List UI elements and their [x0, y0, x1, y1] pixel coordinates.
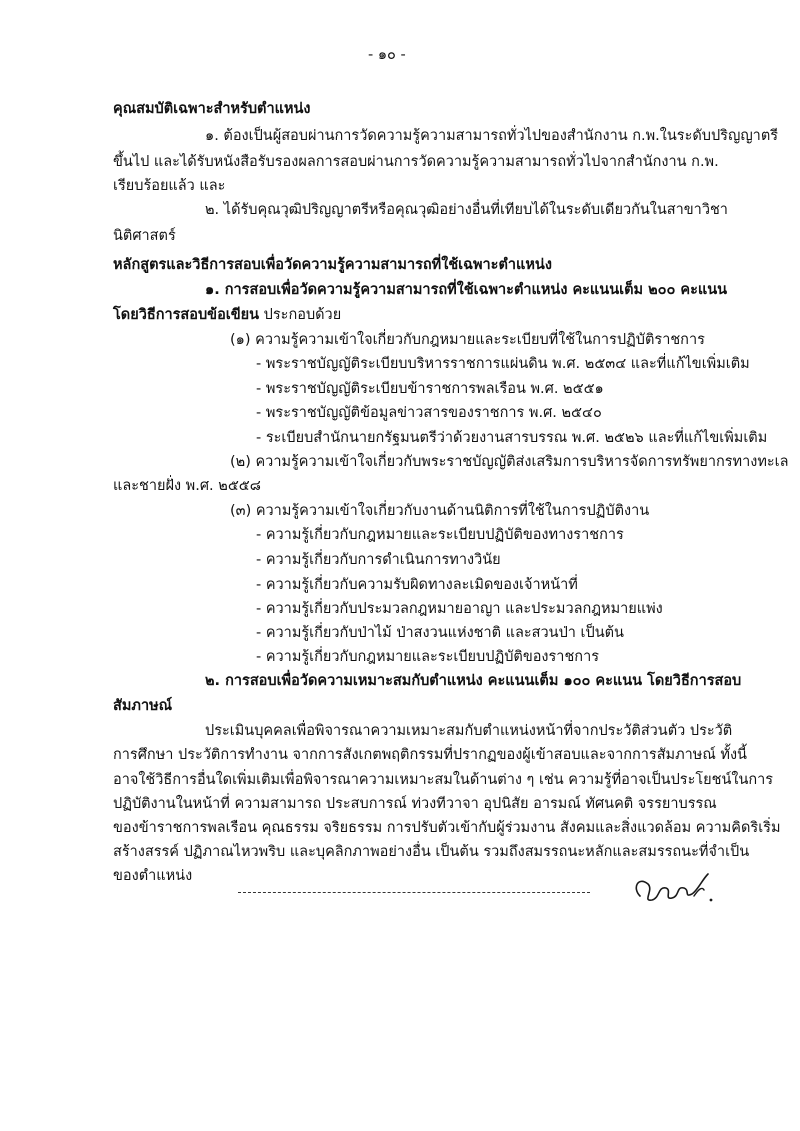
qualification-2-line-2: นิติศาสตร์	[113, 228, 176, 244]
topic-2-line-1: (๒) ความรู้ความเข้าใจเกี่ยวกับพระราชบัญญัติส่งเสริมการบริหารจัดการทรัพยากรทางทะเล	[230, 454, 789, 470]
paragraph-line: ของตำแหน่ง	[113, 868, 193, 884]
topic-3-item: - ความรู้เกี่ยวกับความรับผิดทางละเมิดของเจ้าหน้าที่	[256, 577, 578, 593]
qualification-1-line-1: ๑. ต้องเป็นผู้สอบผ่านการวัดความรู้ความสามารถทั่วไปของสำนักงาน ก.พ.ในระดับปริญญาตรี	[205, 128, 779, 144]
qualification-2-line-1: ๒. ได้รับคุณวุฒิปริญญาตรีหรือคุณวุฒิอย่างอื่นที่เทียบได้ในระดับเดียวกันในสาขาวิชา	[205, 202, 728, 218]
topic-1-item: - พระราชบัญญัติข้อมูลข่าวสารของราชการ พ.ศ. ๒๕๔๐	[256, 405, 602, 421]
topic-1: (๑) ความรู้ความเข้าใจเกี่ยวกับกฎหมายและระเบียบที่ใช้ในการปฏิบัติราชการ	[230, 332, 705, 348]
topic-3-item: - ความรู้เกี่ยวกับกฎหมายและระเบียบปฏิบัติของทางราชการ	[256, 527, 624, 543]
signature	[628, 866, 718, 916]
exam-1-heading-line-1: ๑. การสอบเพื่อวัดความรู้ความสามารถที่ใช้เฉพาะตำแหน่ง คะแนนเต็ม ๒๐๐ คะแนน	[205, 282, 728, 298]
topic-3-item: - ความรู้เกี่ยวกับประมวลกฎหมายอาญา และประมวลกฎหมายแพ่ง	[256, 601, 663, 617]
exam-2-heading-line-2: สัมภาษณ์	[113, 698, 173, 714]
paragraph-line: ประเมินบุคคลเพื่อพิจารณาความเหมาะสมกับตำแหน่งหน้าที่จากประวัติส่วนตัว ประวัติ	[205, 723, 733, 739]
topic-1-item: - พระราชบัญญัติระเบียบบริหารราชการแผ่นดิน พ.ศ. ๒๕๓๔ และที่แก้ไขเพิ่มเติม	[256, 356, 750, 372]
exam-2-heading-line-1: ๒. การสอบเพื่อวัดความเหมาะสมกับตำแหน่ง คะแนนเต็ม ๑๐๐ คะแนน โดยวิธีการสอบ	[205, 673, 742, 689]
paragraph-line: การศึกษา ประวัติการทำงาน จากการสังเกตพฤติกรรมที่ปรากฏของผู้เข้าสอบและจากการสัมภาษณ์ ทั้งนี้	[113, 747, 747, 763]
qualification-1-line-2: ขึ้นไป และได้รับหนังสือรับรองผลการสอบผ่านการวัดความรู้ความสามารถทั่วไปจากสำนักงาน ก.พ.	[113, 154, 719, 170]
topic-3-item: - ความรู้เกี่ยวกับกฎหมายและระเบียบปฏิบัติของราชการ	[256, 649, 599, 665]
exam-1-method: โดยวิธีการสอบข้อเขียน	[113, 307, 260, 323]
topic-3: (๓) ความรู้ความเข้าใจเกี่ยวกับงานด้านนิติการที่ใช้ในการปฏิบัติงาน	[230, 503, 650, 519]
paragraph-line: อาจใช้วิธีการอื่นใดเพิ่มเติมเพื่อพิจารณาความเหมาะสมในด้านต่าง ๆ เช่น ความรู้ที่อาจเป็นประโยชน์ในการ	[113, 772, 774, 788]
page-number: - ๑๐ -	[368, 47, 406, 63]
topic-1-item: - ระเบียบสำนักนายกรัฐมนตรีว่าด้วยงานสารบรรณ พ.ศ. ๒๕๒๖ และที่แก้ไขเพิ่มเติม	[256, 430, 768, 446]
section-title-exam: หลักสูตรและวิธีการสอบเพื่อวัดความรู้ความสามารถที่ใช้เฉพาะตำแหน่ง	[113, 257, 552, 273]
paragraph-line: ของข้าราชการพลเรือน คุณธรรม จริยธรรม การปรับตัวเข้ากับผู้ร่วมงาน สังคมและสิ่งแวดล้อม ความคิดริเริ่ม	[113, 820, 781, 836]
section-title-qualifications: คุณสมบัติเฉพาะสำหรับตำแหน่ง	[113, 101, 311, 117]
topic-2-line-2: และชายฝั่ง พ.ศ. ๒๕๕๘	[113, 478, 261, 494]
paragraph-line: สร้างสรรค์ ปฏิภาณไหวพริบ และบุคลิกภาพอย่างอื่น เป็นต้น รวมถึงสมรรถนะหลักและสมรรถนะที่จำเป็น	[113, 844, 750, 860]
paragraph-line: ปฏิบัติงานในหน้าที่ ความสามารถ ประสบการณ์ ท่วงทีวาจา อุปนิสัย อารมณ์ ทัศนคติ จรรยาบรรณ	[113, 796, 717, 812]
exam-1-method-rest: ประกอบด้วย	[259, 307, 342, 323]
qualification-1-line-3: เรียบร้อยแล้ว และ	[113, 178, 226, 194]
exam-1-heading-line-2	[113, 306, 341, 324]
topic-1-item: - พระราชบัญญัติระเบียบข้าราชการพลเรือน พ.ศ. ๒๕๕๑	[256, 381, 604, 397]
dashed-divider	[238, 892, 590, 893]
topic-3-item: - ความรู้เกี่ยวกับการดำเนินการทางวินัย	[256, 552, 501, 568]
topic-3-item: - ความรู้เกี่ยวกับป่าไม้ ป่าสงวนแห่งชาติ และสวนป่า เป็นต้น	[256, 625, 624, 641]
